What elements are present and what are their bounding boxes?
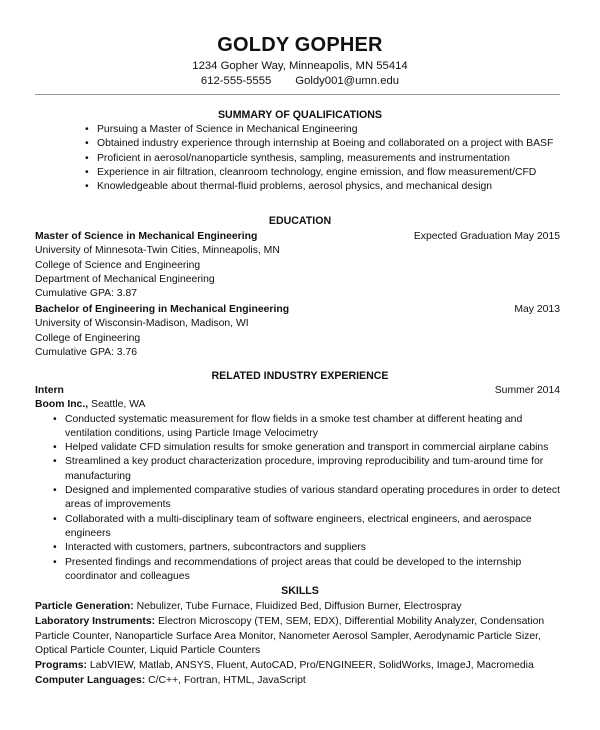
skill-value: Electron Microscopy (TEM, SEM, EDX), Differential Mobility Analyzer, Condensation Particle Counter, Nanoparticle Surface Area Monitor, Nanometer Aerosol Sampler, Aerodynamic Particle Sizer, Optical Particle Counter, Liquid Particle Counters xyxy=(35,615,545,657)
experience-title: RELATED INDUSTRY EXPERIENCE xyxy=(211,370,389,382)
resume-name: GOLDY GOPHER xyxy=(217,34,383,56)
education-entry xyxy=(35,303,560,360)
skill-value: LabVIEW, Matlab, ANSYS, Fluent, AutoCAD, Pro/ENGINEER, SolidWorks, ImageJ, Macromedia xyxy=(89,660,534,672)
phone: 612-555-5555 xyxy=(200,75,272,87)
list-item: • Collaborated with a multi-disciplinary team of software engineers, electrical engineers, and aerospace engineers xyxy=(65,513,560,542)
skill-row xyxy=(35,674,560,689)
list-item: • Knowledgeable about thermal-fluid problems, aerosol physics, and mechanical design xyxy=(97,180,560,194)
contact-line xyxy=(0,74,600,89)
role: Intern xyxy=(35,385,64,396)
skill-label: Laboratory Instruments: xyxy=(35,615,156,627)
list-item: • Streamlined a key product characterization procedure, improving reproducibility and tum-around time for manufacturing xyxy=(65,455,560,484)
gpa: Cumulative GPA: 3.76 xyxy=(35,346,138,358)
college: College of Science and Engineering xyxy=(35,259,201,271)
skills-list xyxy=(35,600,560,689)
skill-label: Programs: xyxy=(35,660,87,672)
skill-label: Computer Languages: xyxy=(35,674,146,686)
date: Summer 2014 xyxy=(494,385,560,396)
summary-list xyxy=(67,123,560,194)
skill-row xyxy=(35,615,560,659)
list-item: • Helped validate CFD simulation results for smoke generation and transport in commercial airplane cabins xyxy=(65,441,560,455)
school: University of Wisconsin-Madison, Madison, WI xyxy=(35,318,249,330)
list-item: • Obtained industry experience through internship at Boeing and collaborated on a project with BASF xyxy=(97,137,560,151)
education-title: EDUCATION xyxy=(268,215,332,227)
email: Goldy001@umn.edu xyxy=(295,75,400,87)
list-item: • Designed and implemented comparative studies of various standard operating procedures in order to detect areas of improvements xyxy=(65,484,560,513)
skills-title: SKILLS xyxy=(281,585,319,597)
degree: Bachelor of Engineering in Mechanical Engineering xyxy=(35,304,290,315)
list-item: • Pursuing a Master of Science in Mechanical Engineering xyxy=(97,123,560,137)
school: University of Minnesota-Twin Cities, Minneapolis, MN xyxy=(35,245,280,257)
skill-value: C/C++, Fortran, HTML, JavaScript xyxy=(148,674,306,686)
list-item: • Experience in air filtration, cleanroom technology, engine emission, and flow measurement/CFD xyxy=(97,166,560,180)
list-item: • Presented findings and recommendations of project areas that could be developed to the internship coordinator and colleagues xyxy=(65,556,560,585)
skill-value: Nebulizer, Tube Furnace, Fluidized Bed, Diffusion Burner, Electrospray xyxy=(136,601,462,612)
header-divider xyxy=(35,94,560,95)
degree: Master of Science in Mechanical Engineering xyxy=(35,231,258,242)
department: Department of Mechanical Engineering xyxy=(35,273,215,285)
location: Seattle, WA xyxy=(91,399,146,411)
college: College of Engineering xyxy=(35,332,141,344)
list-item: • Interacted with customers, partners, subcontractors and suppliers xyxy=(65,541,560,555)
skill-row xyxy=(35,600,560,615)
address: 1234 Gopher Way, Minneapolis, MN 55414 xyxy=(192,60,408,72)
date: May 2013 xyxy=(514,304,560,315)
date: Expected Graduation May 2015 xyxy=(413,231,560,242)
education-entry xyxy=(35,230,560,301)
skill-label: Particle Generation: xyxy=(35,601,134,612)
list-item: • Proficient in aerosol/nanoparticle synthesis, sampling, measurements and instrumentation xyxy=(97,152,560,166)
list-item: • Conducted systematic measurement for flow fields in a smoke test chamber at different heating and ventilation conditions, using Particle Image Velocimetry xyxy=(65,413,560,442)
company: Boom Inc., xyxy=(35,399,89,411)
summary-title: SUMMARY OF QUALIFICATIONS xyxy=(217,109,382,121)
skill-row xyxy=(35,659,560,674)
gpa: Cumulative GPA: 3.87 xyxy=(35,288,138,300)
experience-entry xyxy=(35,384,560,584)
